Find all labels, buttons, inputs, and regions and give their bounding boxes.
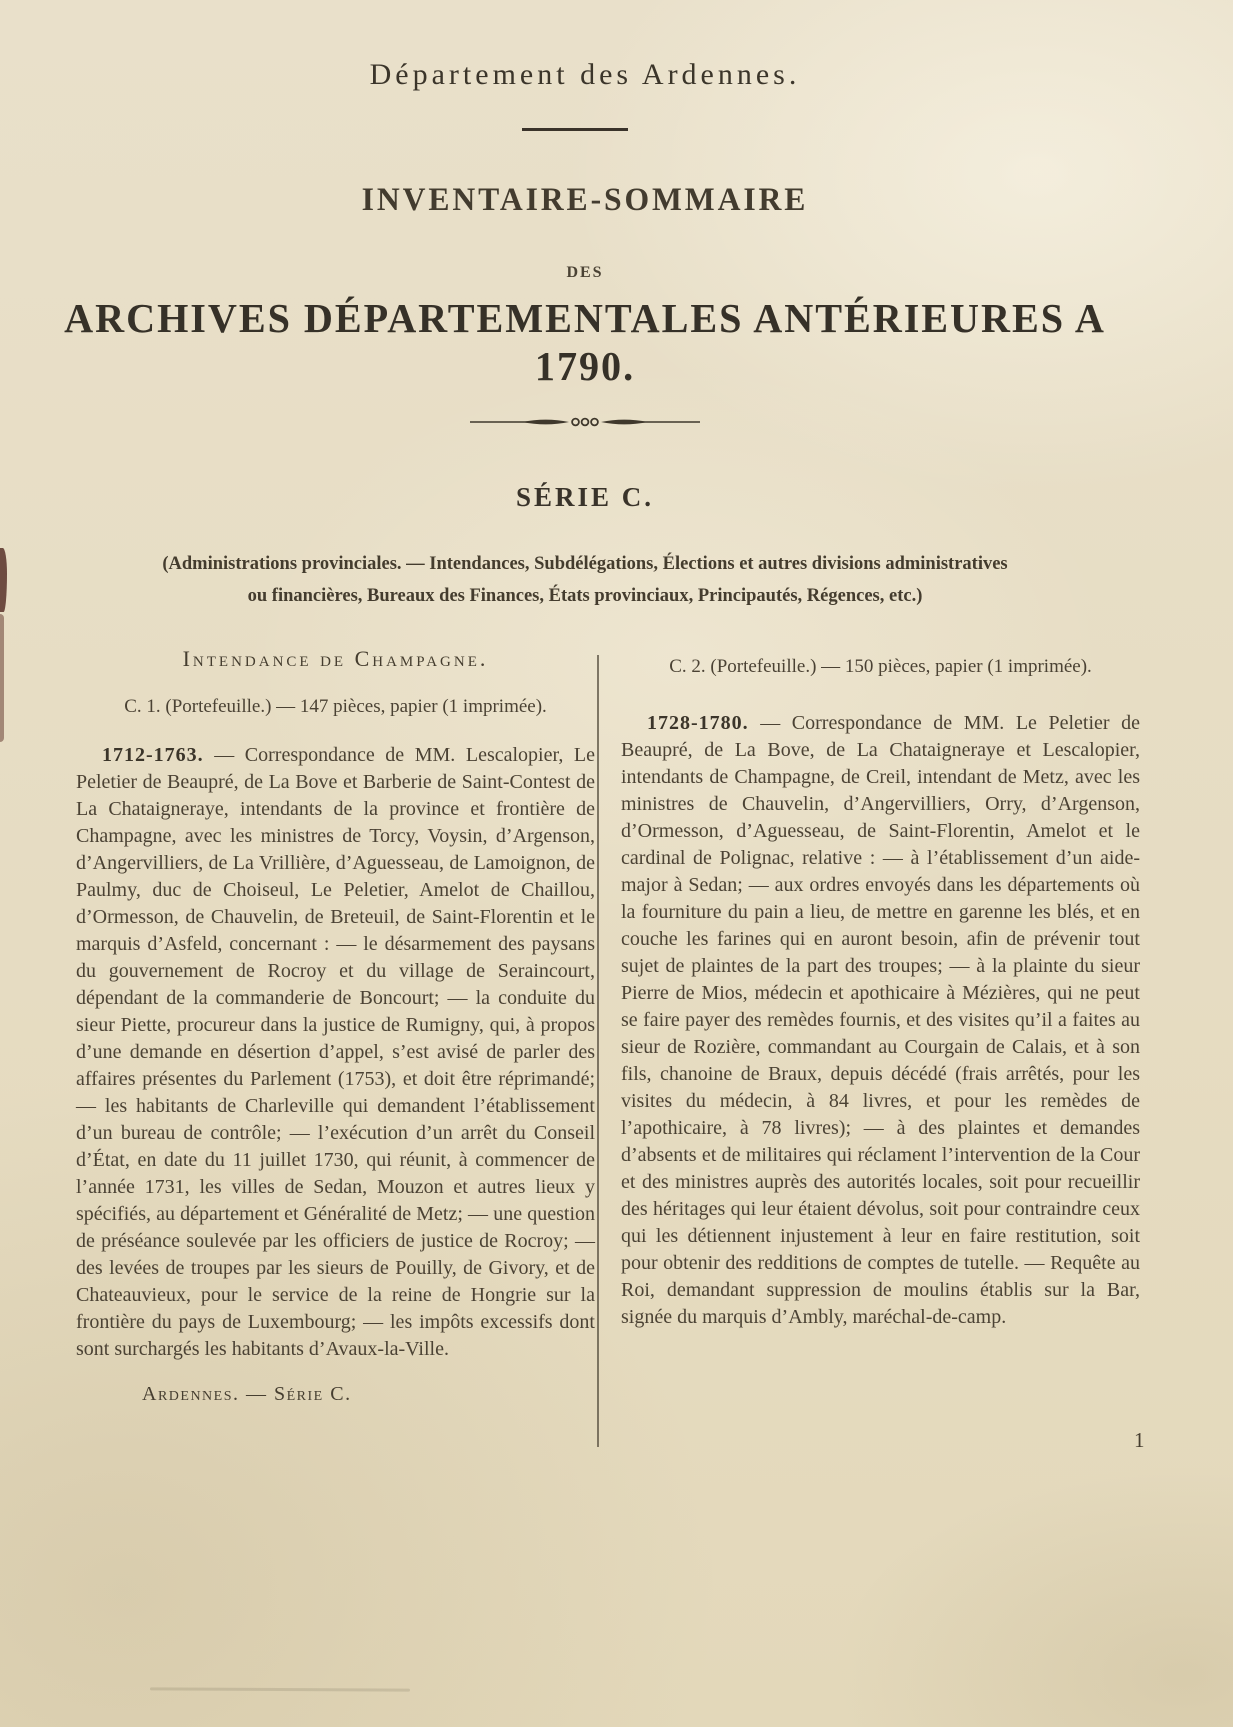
section-heading: Intendance de Champagne. [182,646,489,671]
entry-c2 [621,710,1140,1331]
entry-c2-date: 1728-1780. [647,712,749,734]
title-connector: DES [566,264,604,281]
header-rule [522,128,628,131]
ornament-divider-icon [470,414,700,430]
text-columns [76,640,1140,1406]
catalog-line-c2: C. 2. (Portefeuille.) — 150 pièces, papier (1 imprimée). [669,656,1092,677]
entry-c1-date: 1712-1763. [102,744,204,766]
series-scope-line2: ou financières, Bureaux des Finances, États provinciaux, Principautés, Régences, etc.) [247,586,923,606]
scan-streak [150,1687,410,1691]
series-scope [0,548,1170,612]
left-column [76,640,595,1406]
department-header: Département des Ardennes. [369,58,801,91]
entry-c2-text: — Correspondance de MM. Le Peletier de Beaupré, de La Bove, de La Chataigneraye et Lescalopier, intendants de Champagne, de Creil, intendant de Metz, avec les ministres de Chauvelin, d’Angervilliers, Orry, d’Argenson, d’Ormesson, d’Aguesseau, de Saint-Florentin, Amelot et le cardinal de Polignac, relative : — à l’établissement d’un aide-major à Sedan; — aux ordres envoyés dans les départements où la fourniture du pain a lieu, de mettre en garenne les blés, et en couche les farines qui en auront besoin, afin de prévenir tout sujet de plaintes de la part des troupes; — à la plainte du sieur Pierre de Mios, médecin et apothicaire à Mézières, qui ne peut se faire payer des remèdes fournis, et des visites qu’il a faites au sieur de Rozière, commandant au Courgain de Calais, et à son fils, chanoine de Braux, depuis décédé (frais arrêtés, pour les visites du médecin, à 84 livres, et pour les remèdes de l’apothicaire, à 78 livres); — à des plaintes et demandes d’absents et de militaires qui réclament l’intervention de la Cour et des ministres auprès des autorités locales, soit pour recueillir des héritages qui leur étaient dévolus, soit pour contraindre ceux qui les détiennent injustement à leur en faire restitution, soit pour obtenir des redditions de comptes de tutelle. — Requête au Roi, demandant suppression de moulins établis sur la Bar, signée du marquis d’Ambly, maréchal-de-camp. [621,712,1140,1328]
right-column [621,640,1140,1406]
running-signature: Ardennes. — Série C. [142,1383,352,1405]
series-heading: SÉRIE C. [515,482,655,512]
entry-c1-text: — Correspondance de MM. Lescalopier, Le Peletier de Beaupré, de La Bove et Barberie de Saint-Contest de La Chataigneraye, intendants de la province et frontière de Champagne, avec les ministres de Torcy, Voysin, d’Argenson, d’Angervilliers, de La Vrillière, d’Aguesseau, de Lamoignon, de Paulmy, duc de Choiseul, Le Peletier, Amelot de Chaillou, d’Ormesson, de Chauvelin, de Breteuil, de Saint-Florentin et le marquis d’Asfeld, concernant : — le désarmement des paysans du gouvernement de Rocroy et du village de Seraincourt, dépendant de la commanderie de Boncourt; — la conduite du sieur Piette, procureur dans la justice de Rumigny, qui, à propos d’une demande en désertion d’appel, s’est avisé de parler des affaires présentes du Parlement (1753), et doit être réprimandé; — les habitants de Charleville qui demandent l’établissement d’un bureau de contrôle; — l’exécution d’un arrêt du Conseil d’État, en date du 11 juillet 1730, qui réunit, à commencer de l’année 1731, les villes de Sedan, Mouzon et autres lieux y spécifiés, au département et Généralité de Metz; — une question de préséance soulevée par les officiers de justice de Rocroy; — des levées de troupes par les sieurs de Pouilly, de Givory, et de Chateauvieux, pour le service de la reine de Hongrie sur la frontière du pays de Luxembourg; — les impôts excessifs dont sont surchargés les habitants d’Avaux-la-Ville. [76,744,595,1360]
main-title: ARCHIVES DÉPARTEMENTALES ANTÉRIEURES A 1790. [64,295,1106,389]
page-number: 1 [1134,1428,1145,1452]
series-scope-line1: (Administrations provinciales. — Intendances, Subdélégations, Élections et autres divisions administratives [162,554,1008,574]
scan-edge-mark [0,614,4,742]
catalog-line-c1: C. 1. (Portefeuille.) — 147 pièces, papier (1 imprimée). [124,696,547,717]
inventory-title: INVENTAIRE-SOMMAIRE [361,182,809,218]
entry-c1 [76,742,595,1363]
